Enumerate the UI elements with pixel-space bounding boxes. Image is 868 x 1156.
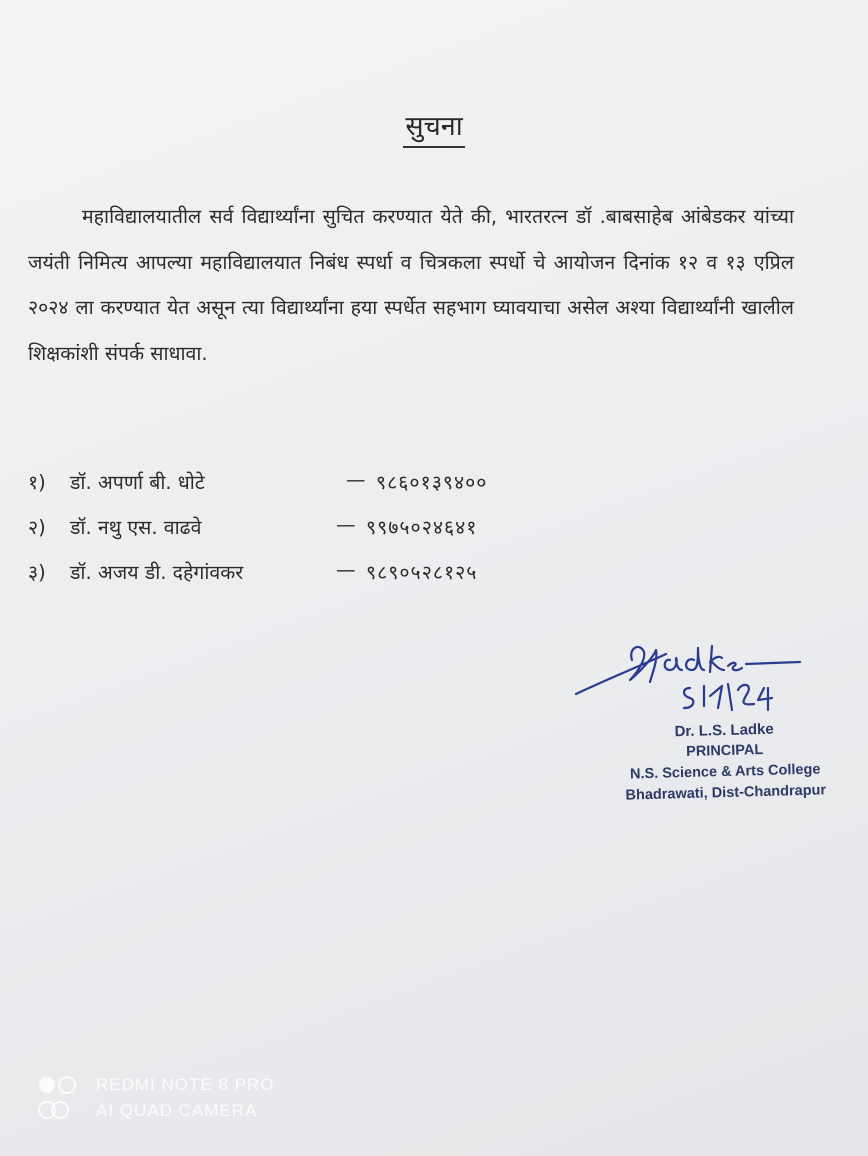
watermark-line-1: REDMI NOTE 8 PRO: [96, 1075, 275, 1094]
contact-dash: —: [336, 513, 356, 536]
handwritten-signature: [570, 630, 810, 730]
contact-phone: ९८९०५२८१२५: [366, 561, 478, 584]
contact-row: [28, 462, 588, 507]
stamp-name: Dr. L.S. Ladke: [674, 720, 774, 741]
camera-rings-icon: [36, 1074, 80, 1122]
notice-body: [28, 194, 794, 376]
notice-title-text: सुचना: [403, 111, 464, 148]
contact-phone: ९९७५०२४६४१: [366, 516, 478, 539]
stamp-title: PRINCIPAL: [685, 741, 764, 761]
contact-number: ३): [28, 561, 46, 584]
contact-dash: —: [336, 558, 356, 581]
contact-number: १): [28, 471, 46, 494]
contact-name: डॉ. नथु एस. वाढवे: [70, 516, 202, 539]
contact-row: [28, 552, 588, 597]
contact-row: [28, 507, 588, 552]
stamp-college: N.S. Science & Arts College: [629, 761, 821, 783]
notice-body-text: महाविद्यालयातील सर्व विद्यार्थ्यांना सुचित करण्यात येते की, भारतरत्न डॉ .बाबसाहेब आंबेडकर यांच्या जयंती निमित्य आपल्या महाविद्यालयात निबंध स्पर्धा व चित्रकला स्पर्धो चे आयोजन दिनांक १२ व १३ एप्रिल २०२४ ला करण्यात येत असून त्या विद्यार्थ्यांना हया स्पर्धेत सहभाग घ्यावयाचा असेल अश्या विद्यार्थ्यांनी खालील शिक्षकांशी संपर्क साधावा.: [28, 205, 794, 365]
principal-stamp: [599, 717, 851, 808]
contact-name: डॉ. अपर्णा बी. धोटे: [70, 471, 205, 494]
contact-list: [28, 462, 588, 597]
watermark-line-2: AI QUAD CAMERA: [96, 1101, 258, 1120]
contact-number: २): [28, 516, 46, 539]
contact-dash: —: [346, 468, 366, 491]
notice-title: [0, 106, 868, 143]
stamp-location: Bhadrawati, Dist-Chandrapur: [625, 782, 827, 804]
contact-phone: ९८६०१३९४००: [376, 471, 488, 494]
contact-name: डॉ. अजय डी. दहेगांवकर: [70, 561, 244, 584]
